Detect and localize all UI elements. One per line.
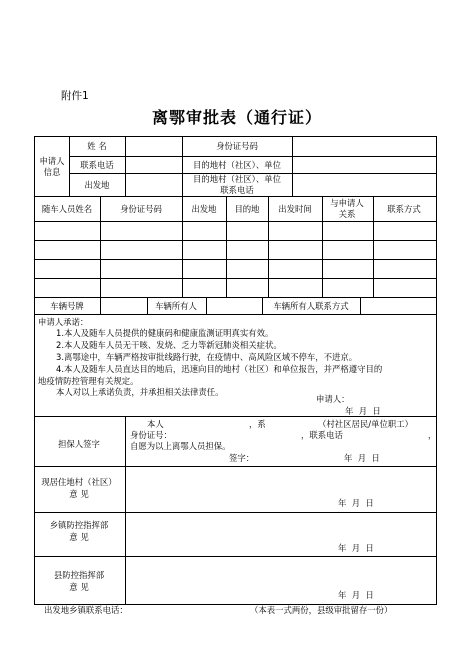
guarantor-line-2b: ，联系电话 <box>301 430 343 440</box>
name-label: 姓 名 <box>87 141 107 151</box>
vehicle-owner-label: 车辆所有人 <box>155 301 197 311</box>
county-opinion-date: 年 月 日 <box>338 590 374 600</box>
destination-contact-label: 目的地村（社区）、单位 联系电话 <box>193 174 281 195</box>
pledge-item-1: 1.本人及随车人员提供的健康码和健康监测证明真实有效。 <box>56 328 274 338</box>
county-opinion-label: 县防控指挥部 意 见 <box>53 570 105 592</box>
township-opinion-date: 年 月 日 <box>338 543 374 553</box>
pledge-item-2: 2.本人及随车人员无干咳、发烧、乏力等新冠肺炎相关症状。 <box>56 340 282 350</box>
guarantor-line-2c: ， <box>428 430 437 440</box>
residence-opinion-date: 年 月 日 <box>338 498 374 508</box>
applicant-section-label: 申请人 信息 <box>39 156 65 177</box>
guarantor-line-1a: 本人 <box>147 419 164 429</box>
footer-township-phone: 出发地乡镇联系电话： <box>44 605 128 615</box>
guarantor-line-1b: ，系 <box>249 419 266 429</box>
pledge-item-4: 4.本人及随车人员直达目的地后，迅速向目的地村（社区）和单位报告，并严格遵守目的 <box>56 364 383 374</box>
phone-label: 联系电话 <box>80 160 114 170</box>
pledge-item-3: 3.离鄂途中，车辆严格按审批线路行驶，在疫情中、高风险区域不停车，不进京。 <box>56 352 358 362</box>
companion-id-header: 身份证号码 <box>120 204 162 214</box>
applicant-signature-label: 申请人： <box>316 394 350 404</box>
pledge-title: 申请人承诺： <box>38 317 89 327</box>
guarantor-date: 年 月 日 <box>344 453 380 463</box>
guarantor-line-3: 自愿为以上离鄂人员担保。 <box>130 441 231 451</box>
pledge-date: 年 月 日 <box>345 406 381 416</box>
id-number-label: 身份证号码 <box>216 141 258 151</box>
form-title: 离鄂审批表（通行证） <box>151 108 323 127</box>
pledge-closing: 本人对以上承诺负责，并承担相关法律责任。 <box>56 387 224 397</box>
guarantor-line-1c: （村社区居民/单位职工） <box>318 419 413 429</box>
companion-destination-header: 目的地 <box>234 204 260 214</box>
guarantor-sign-label: 签字： <box>229 453 255 463</box>
attachment-label: 附件1 <box>61 90 89 102</box>
residence-opinion-label: 现居住地村（社区） 意 见 <box>41 477 117 499</box>
companion-name-header: 随车人员姓名 <box>41 204 93 214</box>
companion-departure-header: 出发地 <box>191 204 217 214</box>
companion-relation-header: 与申请人 关系 <box>330 198 364 219</box>
departure-label: 出发地 <box>84 180 110 190</box>
vehicle-owner-contact-label: 车辆所有人联系方式 <box>273 301 349 311</box>
companion-contact-header: 联系方式 <box>387 204 421 214</box>
companion-departure-time-header: 出发时间 <box>278 204 312 214</box>
destination-unit-label: 目的地村（社区）、单位 <box>193 160 281 170</box>
vehicle-plate-label: 车辆号牌 <box>50 301 84 311</box>
township-opinion-label: 乡镇防控指挥部 意 见 <box>49 520 109 542</box>
guarantor-line-2a: 身份证号： <box>130 430 172 440</box>
guarantor-signature-label: 担保人签字 <box>58 439 100 449</box>
pledge-item-4-continued: 地疫情防控管理有关规定。 <box>38 376 139 386</box>
footer-note: （本表一式两份，县级审批留存一份） <box>250 605 393 615</box>
